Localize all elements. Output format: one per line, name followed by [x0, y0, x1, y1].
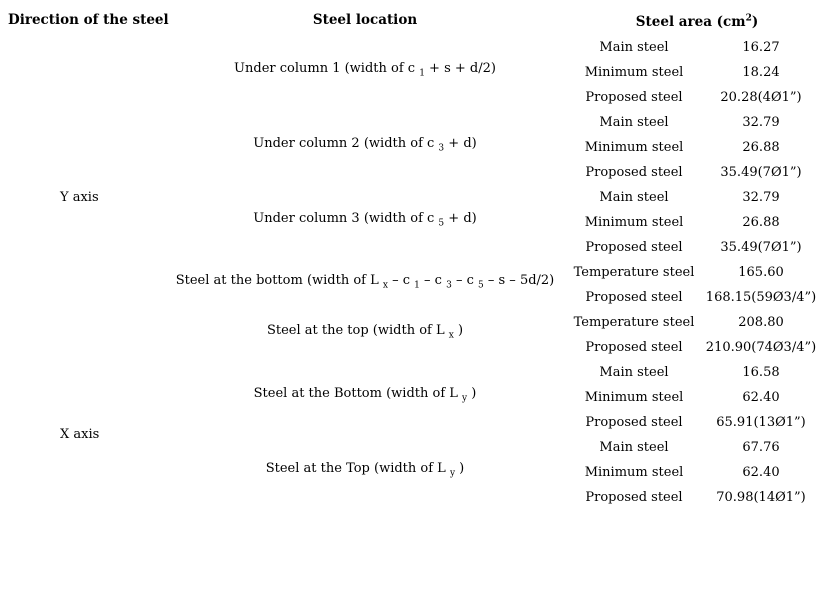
location-steel-bottom-y: Steel at the Bottom (width of L $_y$ ) [253, 386, 477, 404]
steel-value-cell: 32.79 [742, 115, 780, 130]
steel-type-cell: Temperature steel [573, 265, 695, 280]
steel-type-cell: Proposed steel [585, 490, 683, 505]
location-under-column-3: Under column 3 (width of c $_5$ + d) [253, 211, 477, 229]
steel-value-cell: 16.58 [742, 365, 780, 380]
steel-value-cell: 67.76 [742, 440, 780, 455]
steel-type-cell: Main steel [599, 190, 669, 205]
steel-value-cell: 165.60 [738, 265, 784, 280]
steel-value-cell: 65.91(13Ø1”) [716, 415, 806, 430]
direction-x-axis: X axis [60, 427, 100, 442]
steel-value-cell: 20.28(4Ø1”) [720, 90, 802, 105]
steel-value-cell: 210.90(74Ø3/4”) [705, 340, 817, 355]
steel-value-cell: 32.79 [742, 190, 780, 205]
steel-type-cell: Minimum steel [584, 215, 684, 230]
steel-type-cell: Proposed steel [585, 240, 683, 255]
location-under-column-2: Under column 2 (width of c $_3$ + d) [253, 136, 477, 154]
steel-type-cell: Main steel [599, 440, 669, 455]
steel-type-cell: Main steel [599, 115, 669, 130]
steel-value-cell: 26.88 [742, 140, 780, 155]
steel-type-cell: Minimum steel [584, 390, 684, 405]
header-location: Steel location [312, 12, 418, 28]
steel-type-cell: Proposed steel [585, 90, 683, 105]
steel-type-cell: Proposed steel [585, 290, 683, 305]
location-steel-top-x: Steel at the top (width of L $_x$ ) [266, 323, 464, 341]
steel-type-cell: Proposed steel [585, 340, 683, 355]
steel-value-cell: 16.27 [742, 40, 780, 55]
steel-value-cell: 35.49(7Ø1”) [720, 240, 802, 255]
steel-value-cell: 208.80 [738, 315, 784, 330]
steel-value-cell: 26.88 [742, 215, 780, 230]
steel-value-cell: 62.40 [742, 390, 780, 405]
direction-y-axis: Y axis [60, 190, 99, 205]
header-area: Steel area $(cm^2)$ [635, 13, 759, 30]
steel-value-cell: 168.15(59Ø3/4”) [705, 290, 817, 305]
steel-value-cell: 70.98(14Ø1”) [716, 490, 806, 505]
steel-value-cell: 62.40 [742, 465, 780, 480]
location-steel-bottom-x: Steel at the bottom (width of L $_x$ – c $_1$ – c $_3$ – c $_5$ – s – 5d/2) [175, 273, 555, 291]
steel-value-cell: 18.24 [742, 65, 780, 80]
steel-type-cell: Minimum steel [584, 140, 684, 155]
steel-type-cell: Main steel [599, 40, 669, 55]
steel-value-cell: 35.49(7Ø1”) [720, 165, 802, 180]
steel-type-cell: Main steel [599, 365, 669, 380]
steel-type-cell: Minimum steel [584, 65, 684, 80]
header-direction: Direction of the steel [8, 12, 169, 28]
location-under-column-1: Under column 1 (width of c $_1$ + s + d/2) [234, 61, 496, 79]
steel-type-cell: Temperature steel [573, 315, 695, 330]
steel-type-cell: Proposed steel [585, 415, 683, 430]
steel-type-cell: Minimum steel [584, 465, 684, 480]
location-steel-top-y: Steel at the Top (width of L $_y$ ) [265, 461, 465, 479]
steel-type-cell: Proposed steel [585, 165, 683, 180]
